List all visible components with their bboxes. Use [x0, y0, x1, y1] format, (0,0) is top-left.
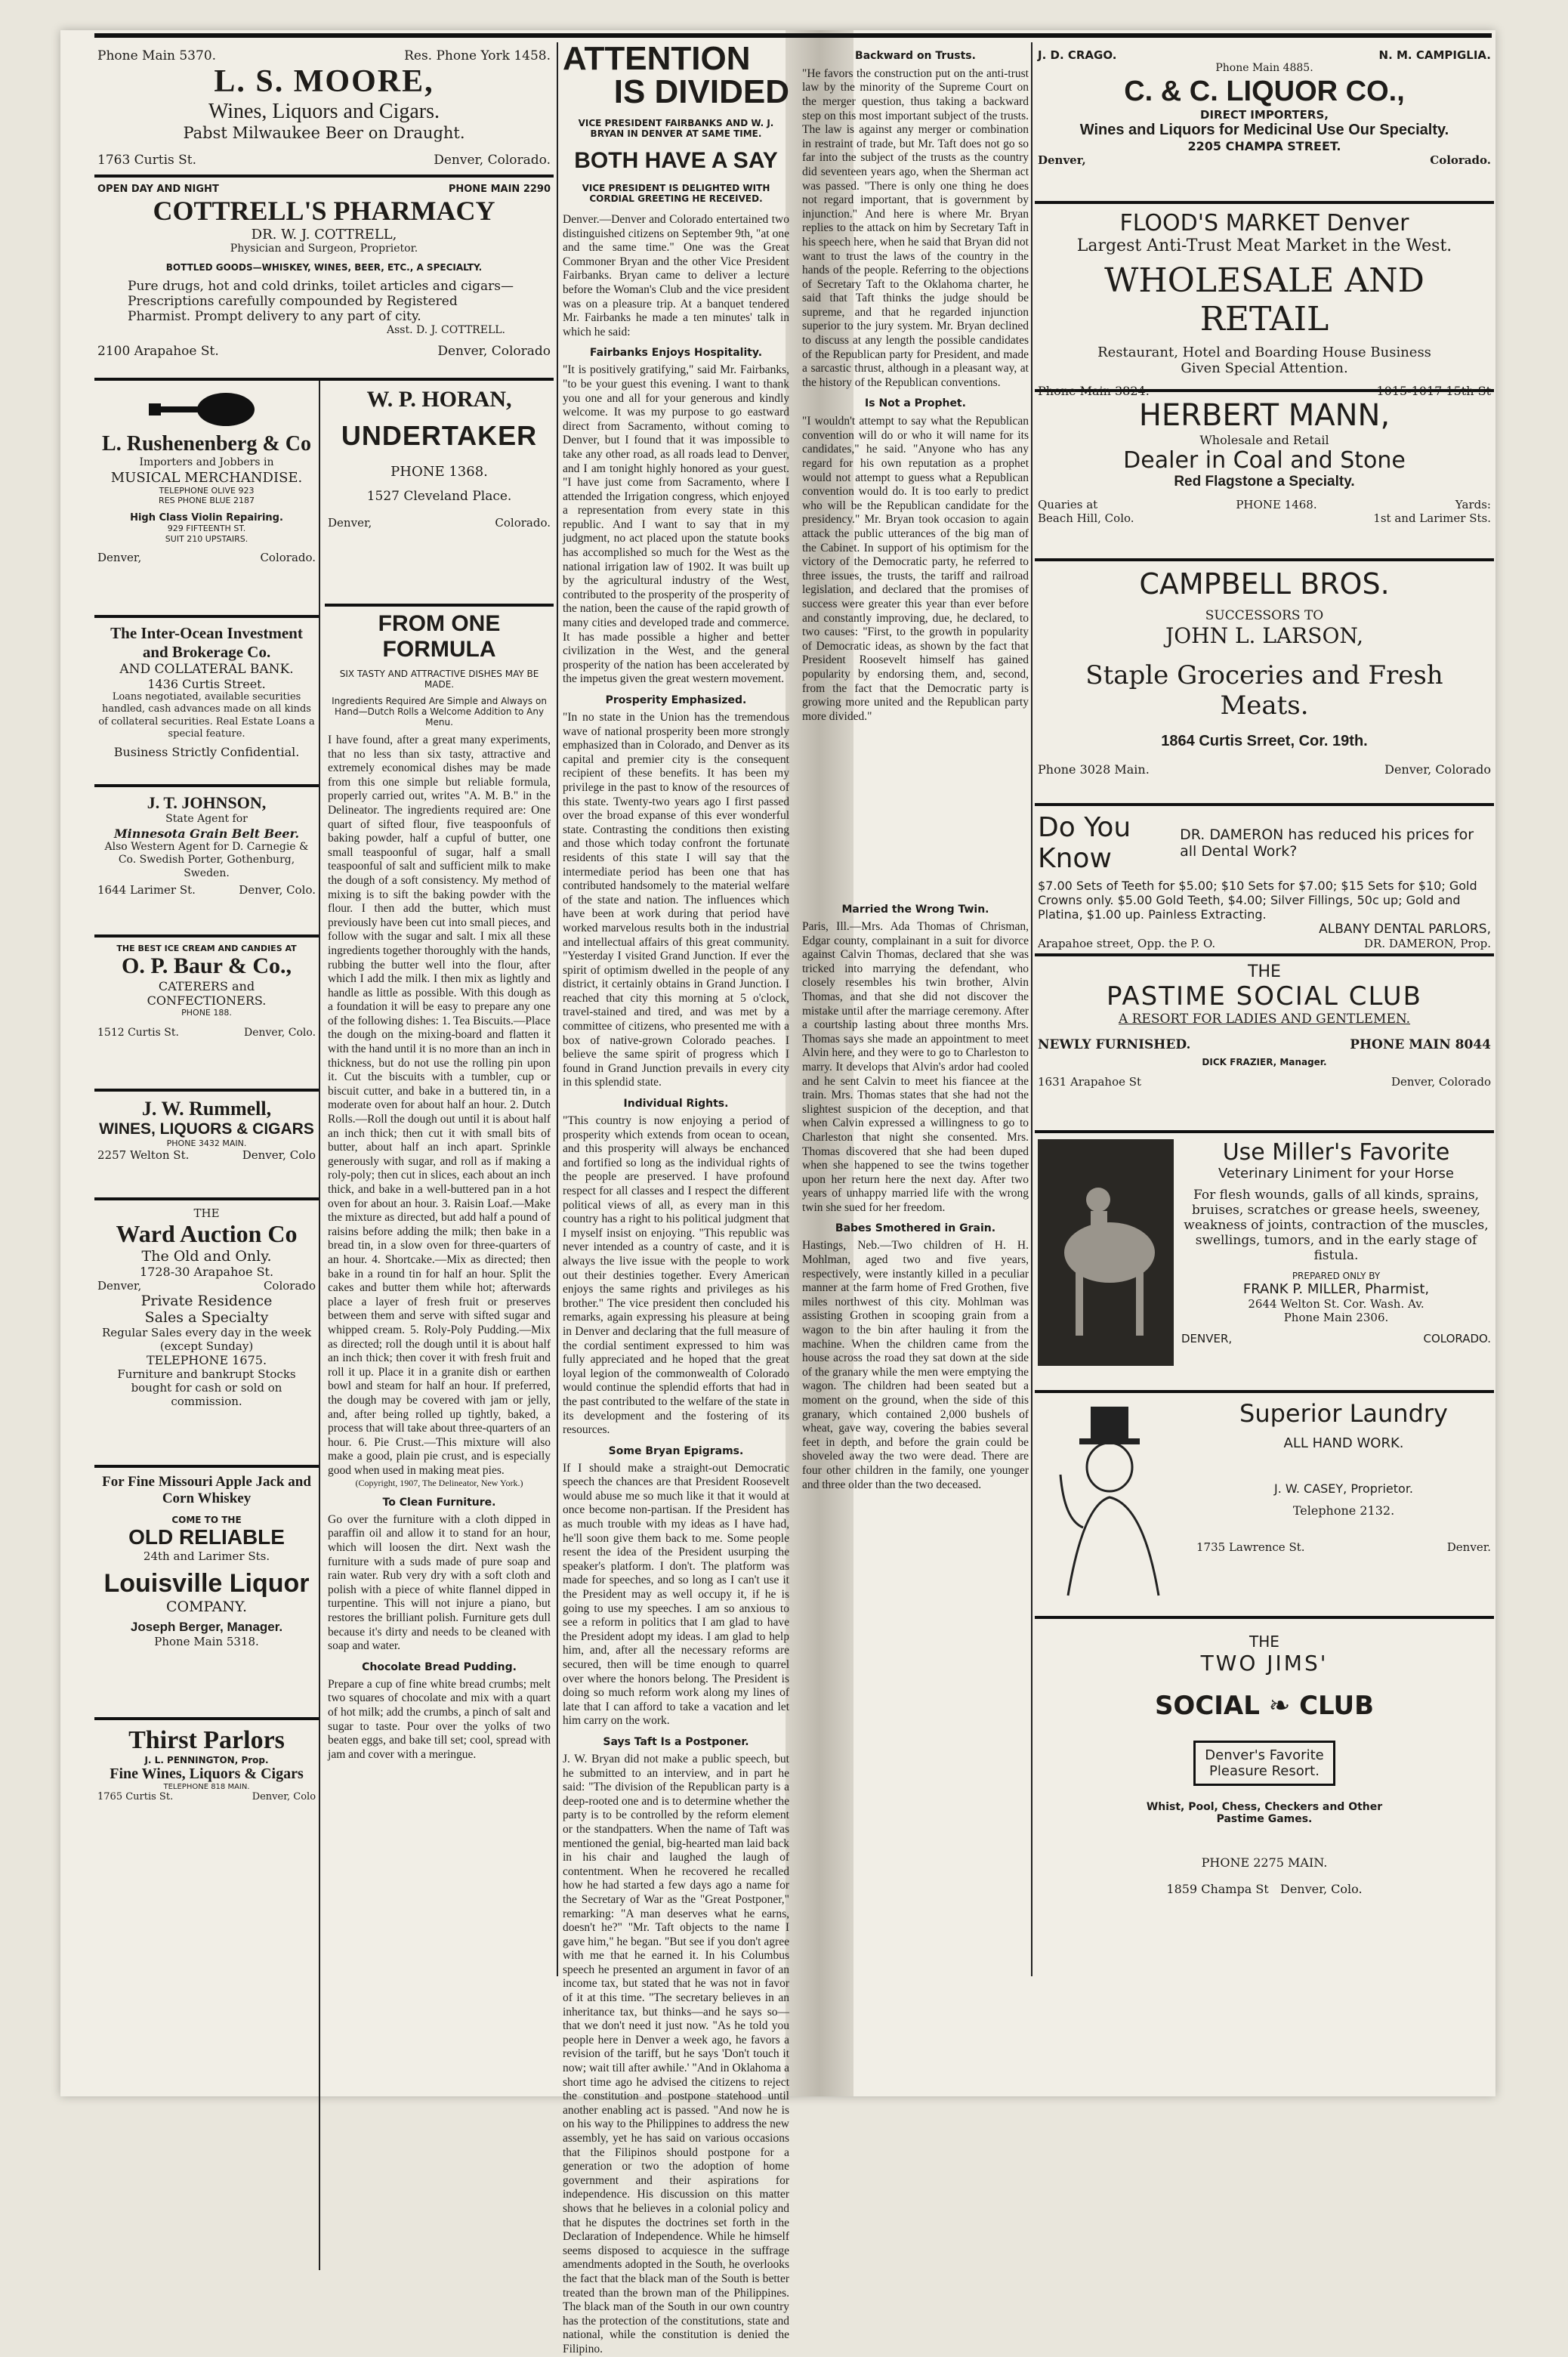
- horan-addr: 1527 Cleveland Place.: [366, 489, 512, 504]
- rushenenberg-addr2: SUIT 210 UPSTAIRS.: [165, 533, 248, 544]
- interocean-footer: Business Strictly Confidential.: [113, 745, 300, 759]
- jims-club: SOCIAL: [1154, 1691, 1260, 1721]
- miller-phone: Phone Main 2306.: [1283, 1311, 1389, 1324]
- miller-name: Use Miller's Favorite: [1222, 1139, 1450, 1166]
- baur-addr: 1512 Curtis St.: [97, 1027, 179, 1039]
- attention-body7: "He favors the construction put on the anti-trust law by the minority of the Supreme Court on the merger question, thus taking a backward step on this most important subject of the trusts. The law is against any merger or combination in restraint of trade, but Mr. Taft does not go so far into the subject of the trusts as the country did seventeen years ago, when the Sherman act was passed. "There is only one thing he does not regard important, that is government by injunction." And here is where Mr. Bryan replies to the attack on him by Secretary Taft in his speech here, when he said that Bryan did not want to trust the laws of the country in the hands of the people. Referring to the objections of Secretary Taft to the Oklahoma charter, he said that Taft thinks the judge should be supreme, and that he regarded injunction superior to the jury system. Mr. Bryan declined to discuss at any length the possible candidates of the Republican party for President, and made a sarcastic thrust, although in a pleasant way, at the history of the Republican conventions.: [802, 66, 1029, 389]
- horan-name: W. P. HORAN,: [366, 387, 512, 412]
- campbell-city: Denver, Colorado: [1384, 762, 1491, 777]
- moore-res-phone: Res. Phone York 1458.: [404, 48, 551, 63]
- pastime-furn: NEWLY FURNISHED.: [1038, 1037, 1191, 1052]
- johnson-line2: Minnesota Grain Belt Beer.: [113, 826, 300, 841]
- johnson-ad: [94, 787, 319, 938]
- attention-cont-block: [802, 50, 1029, 896]
- formula-deck1: SIX TASTY AND ATTRACTIVE DISHES MAY BE MADE.: [339, 669, 539, 690]
- campbell-succ: SUCCESSORS TO: [1205, 608, 1324, 623]
- louisville-come: COME TO THE: [171, 1515, 242, 1525]
- cottrell-name: COTTRELL'S PHARMACY: [153, 196, 495, 226]
- moore-line1: Wines, Liquors and Cigars.: [208, 100, 440, 123]
- horan-ad: [325, 381, 554, 607]
- louisville-old: OLD RELIABLE: [128, 1525, 285, 1549]
- attention-sub4: Some Bryan Epigrams.: [608, 1444, 744, 1457]
- jims-box1: Denver's Favorite: [1205, 1747, 1324, 1763]
- ward-the: THE: [193, 1206, 220, 1220]
- cottrell-body: Pure drugs, hot and cold drinks, toilet articles and cigars—Prescriptions carefully compounded by Registered Pharmist. Prompt delivery to any part of city.: [128, 278, 514, 324]
- baur-city: Denver, Colo.: [244, 1027, 316, 1039]
- attention-h3: BOTH HAVE A SAY: [574, 148, 778, 173]
- moore-line2: Pabst Milwaukee Beer on Draught.: [183, 124, 465, 142]
- jims-phone: PHONE 2275 MAIN.: [1201, 1855, 1328, 1870]
- moore-addr: 1763 Curtis St.: [97, 153, 197, 168]
- pastime-sub: A RESORT FOR LADIES AND GENTLEMEN.: [1118, 1012, 1411, 1027]
- rushenenberg-tel2: RES PHONE BLUE 2187: [159, 496, 255, 506]
- interocean-addr: 1436 Curtis Street.: [147, 677, 266, 691]
- moore-city: Denver, Colorado.: [434, 153, 551, 168]
- campbell-ad: [1035, 561, 1494, 806]
- rushenenberg-city: Denver,: [97, 550, 142, 564]
- cc-liquor-ad: [1035, 42, 1494, 204]
- rummell-name: J. W. Rummell,: [141, 1098, 272, 1120]
- cc-left: J. D. CRAGO.: [1038, 48, 1117, 62]
- rushenenberg-name: L. Rushenenberg & Co: [102, 432, 311, 456]
- attention-body10: Hastings, Neb.—Two children of H. H. Mohlman, aged two and five years, respectively, were instantly killed in a peculiar manner at the farm home of Fred Grothen, five miles northwest of this city. Mohlman was assisting Grothen in scooping grain from a wagon to the bin after hauling it from the machine. When the children came from the house across the road they sat down at the side of the granary while the men were emptying the wagon. The children had been seated but a moment on the ground, when the side of this granary, which contained 2,000 bushels of wheat, gave way, covering the babies several feet in depth, and before the grain could be shoveled away the two were dead. There are four other children in the family, one younger and three older than the two deceased.: [802, 1239, 1029, 1491]
- rummell-addr: 2257 Welton St.: [97, 1148, 190, 1162]
- horan-city: Denver,: [328, 516, 372, 530]
- jims-box2: Pleasure Resort.: [1209, 1763, 1320, 1779]
- cottrell-addr: 2100 Arapahoe St.: [97, 343, 219, 359]
- jims-club2: CLUB: [1299, 1691, 1375, 1721]
- campbell-addr: 1864 Curtis Srreet, Cor. 19th.: [1161, 733, 1368, 749]
- attention-h1: ATTENTION: [563, 40, 751, 77]
- thirst-ad: [94, 1720, 319, 1849]
- pastime-city: Denver, Colorado: [1391, 1075, 1491, 1089]
- rummell-phone: PHONE 3432 MAIN.: [166, 1138, 247, 1148]
- attention-body1: Denver.—Denver and Colorado entertained two distinguished citizens on September 9th, "at one and the same time." One was the Great Commoner Bryan and the other Vice President Fairbanks. Bryan came to deliver a lecture before the Woman's Club and the vice president was on a pleasure trip. At a banquet tendered Mr. Fairbanks he made a ten minutes' talk in which he said:: [563, 213, 789, 338]
- laundry-prop: J. W. CASEY, Proprietor.: [1273, 1481, 1414, 1496]
- cottrell-ad: [94, 178, 554, 381]
- thirst-tel: TELEPHONE 818 MAIN.: [163, 1783, 250, 1791]
- horan-phone: PHONE 1368.: [390, 464, 488, 480]
- baur-line1: CATERERS and: [158, 979, 255, 993]
- mann-yards: Yards:: [1455, 498, 1491, 511]
- rushenenberg-violin: High Class Violin Repairing.: [130, 512, 283, 524]
- cottrell-asst: Asst. D. J. COTTRELL.: [387, 323, 505, 336]
- miller-pharm: FRANK P. MILLER, Pharmist,: [1242, 1281, 1430, 1297]
- interocean-ad: [94, 618, 319, 787]
- horan-trade: UNDERTAKER: [341, 420, 538, 451]
- johnson-line3: Also Western Agent for D. Carnegie & Co. Swedish Porter, Gothenburg, Sweden.: [104, 840, 309, 879]
- formula-sub2: To Clean Furniture.: [382, 1496, 496, 1509]
- cc-right: N. M. CAMPIGLIA.: [1378, 48, 1491, 62]
- attention-body8: "I wouldn't attempt to say what the Republican convention will do or who it will name for its candidates," he said. "Anyone who has any regard for his own reputation as a prophet would not attempt to guess what a Republican convention would do. It is too early to predict who will be the Republican candidate for the presidency." Mr. Bryan took occasion to again attack the public utterances of the big man of the Cabinet. In support of his optimism for the victory of the Democratic party, he referred to three issues, the trusts, the tariff and railroad legislation, and declared that the promises of success were greater this year than ever before and constantly improving, due, he declared, to two causes: "First, to the growth in popularity of Democratic ideas, as shown by the fact that President Roosevelt himself has gained popularity by endorsing them, and, second, from the fact that the Democratic party is growing more united and the Republican party more divided.": [802, 415, 1029, 723]
- cottrell-open: OPEN DAY AND NIGHT: [97, 184, 219, 195]
- baur-line2: CONFECTIONERS.: [147, 993, 267, 1008]
- thirst-prop: J. L. PENNINGTON, Prop.: [144, 1755, 269, 1765]
- thirst-city: Denver, Colo: [252, 1791, 316, 1803]
- moore-name: L. S. MOORE,: [214, 64, 434, 99]
- miller-body: For flesh wounds, galls of all kinds, sprains, bruises, scratches or grease heels, sweeney, weakness of joints, contraction of the muscles, swellings, tumors, and in the early stage of fistula.: [1184, 1188, 1489, 1263]
- flood-line1: Largest Anti-Trust Meat Market in the West.: [1076, 236, 1452, 255]
- rushenenberg-addr1: 929 FIFTEENTH ST.: [167, 524, 246, 533]
- louisville-phone: Phone Main 5318.: [154, 1635, 259, 1648]
- pastime-ad: [1035, 956, 1494, 1133]
- interocean-bank: AND COLLATERAL BANK.: [119, 662, 294, 677]
- cc-sub: DIRECT IMPORTERS,: [1200, 107, 1329, 122]
- ward-tel: TELEPHONE 1675.: [146, 1353, 267, 1367]
- laundry-name: Superior Laundry: [1239, 1399, 1448, 1428]
- campbell-line: Staple Groceries and Fresh Meats.: [1085, 660, 1443, 721]
- dameron-right: DR. DAMERON has reduced his prices for all Dental Work?: [1180, 826, 1474, 860]
- laundry-tel: Telephone 2132.: [1292, 1503, 1395, 1518]
- ward-body: Furniture and bankrupt Stocks bought for cash or sold on commission.: [117, 1367, 296, 1408]
- rummell-ad: [94, 1092, 319, 1200]
- cc-phone: Phone Main 4885.: [1215, 62, 1313, 74]
- baur-phone: PHONE 188.: [181, 1008, 232, 1018]
- louisville-company: COMPANY.: [165, 1599, 248, 1615]
- attention-sub2: Prosperity Emphasized.: [605, 694, 747, 706]
- baur-top: THE BEST ICE CREAM AND CANDIES AT: [116, 944, 297, 953]
- johnson-addr: 1644 Larimer St.: [97, 883, 196, 897]
- formula-article: [325, 607, 554, 2270]
- attention-sub1: Fairbanks Enjoys Hospitality.: [589, 347, 763, 360]
- baur-ad: [94, 938, 319, 1092]
- johnson-line1: State Agent for: [165, 813, 248, 825]
- pastime-the: THE: [1248, 962, 1281, 981]
- attention-body2: "It is positively gratifying," said Mr. Fairbanks, "to be your guest this evening. I want to thank you one and all for your generous and kindly welcome. It was my purpose to go eastward direct from Sacramento, without coming to Denver, but I found that it was impossible to take any other road, as all roads lead to Denver, and I am tonight highly honored as your guest. "I have just come from Sacramento, where I attended the Irrigation congress, which enjoyed a representation from every state in this republic. And I want to say that in my judgment, no act placed upon the statute books has accomplished so much for the West as the national irrigation law of 1902. It was built up by the agricultural industry of the West, contributed to the prosperity of the prosperity of the nation, been the cause of the rapid growth of many cities and developed trade and commerce. It has made possible a higher and better civilization in the West, and the general prosperity of the nation has been accelerated by the impetus given the great western movement.: [563, 363, 789, 686]
- ward-addr: 1728-30 Arapahoe St.: [139, 1265, 274, 1279]
- interocean-body: Loans negotiated, available securities handled, cash advances made on all kinds of collateral securities. Real Estate Loans a special feature.: [98, 691, 315, 740]
- jims-games: Whist, Pool, Chess, Checkers and Other Pastime Games.: [1146, 1801, 1383, 1825]
- ward-city: Denver,: [97, 1279, 142, 1293]
- top-rule: [94, 33, 1492, 38]
- mann-beach: Beach Hill, Colo.: [1038, 511, 1134, 525]
- miller-prep: PREPARED ONLY BY: [1292, 1271, 1381, 1281]
- interocean-name: The Inter-Ocean Investment and Brokerage Co.: [110, 624, 303, 661]
- attention-body3: "In no state in the Union has the tremendous wave of national prosperity been more strongly emphasized than in Colorado, and Denver as its capital and premier city is the consequent recipient of these benefits. It has been my privilege in the past to know of the resources of this state. Twenty-two years ago I first passed over the broad expanse of this ever wonderful state. Contrasting the conditions then existing and those which today confront the fortunate residents of this state I will say that the intermediate period has been one that has contributed handsomely to the material welfare of the state and nation. The influences which have been at work during that period have worked marvelous results both in the industrial and intellectual affairs of this great community. "Yesterday I visited Grand Junction. If ever the spirit of optimism dwelled in the people of any district, it certainly obtains in Grand Junction. I reached that city this morning at 5 o'clock, travel-stained and tired, and was met by a committee of citizens, who presented me with a box of native-grown Colorado peaches. I believe the same spirit of progress which I found in Grand Junction prevails in every city in this splendid state.: [563, 711, 789, 1089]
- cc-name: C. & C. LIQUOR CO.,: [1124, 75, 1405, 107]
- column-rule: [557, 42, 558, 1976]
- jims-city: Denver, Colo.: [1279, 1882, 1363, 1896]
- attention-sub6: Backward on Trusts.: [855, 50, 976, 62]
- rushenenberg-line: MUSICAL MERCHANDISE.: [110, 469, 303, 486]
- rushenenberg-state: Colorado.: [260, 550, 316, 564]
- moore-phone: Phone Main 5370.: [97, 48, 217, 63]
- attention-body6-start: [563, 1752, 789, 2355]
- pastime-phone: PHONE MAIN 8044: [1350, 1037, 1491, 1052]
- cc-state: Colorado.: [1430, 153, 1491, 167]
- pastime-name: PASTIME SOCIAL CLUB: [1107, 981, 1422, 1012]
- mann-quaries: Quaries at: [1038, 498, 1098, 511]
- cottrell-dr: DR. W. J. COTTRELL,: [251, 227, 397, 242]
- rummell-city: Denver, Colo: [242, 1148, 316, 1162]
- cottrell-city: Denver, Colorado: [437, 343, 551, 359]
- flood-line2: WHOLESALE AND RETAIL: [1104, 261, 1424, 338]
- pastime-addr: 1631 Arapahoe St: [1038, 1075, 1142, 1089]
- mann-name: HERBERT MANN,: [1138, 398, 1391, 433]
- campbell-name: CAMPBELL BROS.: [1139, 567, 1390, 601]
- cc-line: Wines and Liquors for Medicinal Use Our Specialty.: [1079, 121, 1449, 138]
- flood-ad: [1035, 204, 1494, 398]
- leaf-icon: ❧: [1268, 1691, 1291, 1721]
- laundry-city: Denver.: [1446, 1540, 1491, 1554]
- formula-credit: (Copyright, 1907, The Delineator, New York.): [355, 1478, 523, 1489]
- moore-ad: [94, 42, 554, 178]
- pastime-mgr: DICK FRAZIER, Manager.: [1202, 1057, 1327, 1067]
- column-rule: [1031, 42, 1032, 1976]
- thirst-addr: 1765 Curtis St.: [97, 1791, 174, 1803]
- louisville-line1: For Fine Missouri Apple Jack and Corn Whiskey: [102, 1474, 311, 1506]
- horan-state: Colorado.: [495, 516, 551, 530]
- attention-body9: Paris, Ill.—Mrs. Ada Thomas of Chrisman, Edgar county, complainant in a suit for divorce against Calvin Thomas, declared that she was tricked into marrying the defendant, who closely resembles his twin brother, Alvin Thomas, and that she did not discover the mistake until after the marriage ceremony. After a courtship lasting about three months Mrs. Thomas says she made an appointment to meet Alvin here, and they were to go to Charleston to marry. It develops that Alvin's ardor had cooled and he sent Calvin to meet his fiancee at the train. Mrs. Thomas states that she had not the slightest suspicion of the deception, and that when Calvin expressed a willingness to go to Charleston that night she consented. Mrs. Thomas discovered that she had been duped when she happened to see the twins together upon her return here the next day. After two years of unhappy married life with the wrong twin she sued for her freedom.: [802, 920, 1029, 1214]
- horse-rider-illustration: [1038, 1139, 1174, 1366]
- laundry-sub: ALL HAND WORK.: [1283, 1435, 1404, 1451]
- formula-body: I have found, after a great many experiments, that no less than six tasty, attractive and extremely economical dishes may be made from this one simple but reliable formula, properly carried out, writes "A. M. B." in the Delineator. The ingredients required are: One quart of sifted flour, five teaspoonfuls of baking powder, half a cupful of butter, one small teaspoonful of sugar, half a small teaspoonful of salt and sufficient milk to make the dough of a soft consistency. My method of mixing is to sift the baking powder with the flour. I then add the butter, which must previously have been cut into small pieces, and follow with the sugar and salt. I mix all these ingredients together thoroughly with the hands, rubbing the butter well into the flour, after which I add the milk. I then mix as lightly and handle as little as possible. With this dough as a foundation it will be easy to prepare any one of the following dishes: 1. Tea Biscuits.—Place the dough on the mixing-board and flatten it with the hand until it is no more than an inch in thickness, but do not use the rolling pin upon it. Cut the biscuits with a tumbler, cup or biscuit cutter, and bake in a buttered tin, in a moderate oven for about half an hour. 2. Dutch Rolls.—Roll the dough out until it is about half an inch thick; then cut it with small bits of butter, about half an inch apart. Sprinkle generously with sugar, and roll as if making a roly-poly; then cut in slices, each about an inch thick, and bake in a well-buttered pan in a hot oven for about an hour. 3. Raisin Loaf.—Make the mixture as directed, but add half a pound of raisins before adding the milk; then bake in a bread tin, in a slow oven for three-quarters of an hour. 4. Shortcake.—Mix as directed; then bake in a round tin for half an hour. Split the cakes and butter them while hot; afterwards place a layer of fresh fruit or preserves between them and serve with sifted sugar and whipped cream. 5. Roly-Poly Pudding.—Mix as directed; roll the dough until it is about half an inch thick; then cover it with fresh fruit and roll it up. Place it in a granite dish or earthen bowl and steam for half an hour. If preferred, the dough may be covered with jam or jelly, and, after being rolled up tightly, baked, a process that will take about three-quarters of an hour. 6. Pie Crust.—This mixture will also make a good, plain pie crust, and is especially good when used in making meat pies.: [328, 734, 551, 1477]
- flood-name: FLOOD'S MARKET Denver: [1119, 210, 1409, 236]
- dameron-ad: [1035, 806, 1494, 956]
- two-jims-ad: [1035, 1619, 1494, 1951]
- gentleman-illustration: [1038, 1399, 1189, 1596]
- attention-deck2: VICE PRESIDENT IS DELIGHTED WITH CORDIAL GREETING HE RECEIVED.: [582, 183, 770, 204]
- cottrell-phone: PHONE MAIN 2290: [448, 184, 551, 195]
- mann-ad: [1035, 392, 1494, 561]
- thirst-line: Fine Wines, Liquors & Cigars: [110, 1765, 304, 1782]
- mann-line2: Red Flagstone a Specialty.: [1174, 474, 1355, 490]
- attention-sub8: Married the Wrong Twin.: [841, 904, 989, 916]
- jims-the: THE: [1249, 1633, 1279, 1651]
- formula-sub3: Chocolate Bread Pudding.: [362, 1660, 517, 1673]
- miller-sub: Veterinary Liniment for your Horse: [1218, 1166, 1455, 1182]
- mann-yards2: 1st and Larimer Sts.: [1373, 511, 1491, 525]
- louisville-corner: 24th and Larimer Sts.: [143, 1549, 270, 1563]
- formula-body2: Go over the furniture with a cloth dipped in paraffin oil and allow it to stand for an hour, which will loosen the dirt. Next wash the furniture with a suds made of pure soap and rain water. Rub very dry with a soft cloth and polish with a piece of white flannel dipped in turpentine. This will not injure a piano, but restores the brilliant polish. Furniture gets dull because it's dirty and needs to be cleaned with soap and water.: [328, 1512, 551, 1653]
- cc-city: Denver,: [1038, 153, 1086, 167]
- ward-state: Colorado: [263, 1279, 316, 1293]
- thirst-name: Thirst Parlors: [128, 1726, 285, 1754]
- dameron-q: Do You Know: [1038, 812, 1131, 874]
- rushenenberg-tel1: TELEPHONE OLIVE 923: [159, 485, 255, 496]
- attention-body4: "This country is now enjoying a period of prosperity which extends from ocean to ocean, and this prosperity will always be enchanced and fortified so long as the individual rights of the people are preserved. I have profound respect for all classes and I respect the different political views of all, as every man in this country has a right to his political judgment that I myself insist on enjoying. "This republic was never intended as a country of caste, and it is always the live issue with the people to work out their destinies together. Every American enjoys the same rights and privileges as his brother." The vice president then concluded his remarks, again expressing his pleasure at being in Denver and declaring that the full measure of the cordial sentiment expressed to him was fully appreciated and he hoped that the great loyal legion of the commonwealth of Colorado would continue the splendid efforts that had in the past contributed to the welfare of the state in its development and the fostering of its resources.: [563, 1114, 789, 1437]
- louisville-manager: Joseph Berger, Manager.: [130, 1620, 283, 1634]
- mann-sub: Wholesale and Retail: [1199, 433, 1329, 447]
- miller-city: DENVER,: [1181, 1332, 1233, 1345]
- attention-sub7: Is Not a Prophet.: [865, 397, 966, 410]
- attention-body6: J. W. Bryan did not make a public speech, but he submitted to an interview, and in part he said: "The division of the Republican party is a deep-rooted one and is to determine whether the party is to be controlled by the reform element or the standpatters. When the name of Taft was mentioned the genial, big-hearted man laid back in his chair and laughed the laugh of contentment. When he recovered he recalled how he had started a few days ago a name for the Secretary of War as the "Great Postponer," remarking: "A man deserves what he earns, doesn't he?" "Mr. Taft objects to the name I gave him," he began. "But see if you don't agree with me that he earned it. In his Columbus speech he presented an argument in favor of an income tax, but stated that he was not in favor of it at this time. "The secretary believes in an inheritance tax, but thinks—and he says so—that we don't need it just now. "As he told you people here in Denver a week ago, he favors a revision of the tariff, but he says 'Don't touch it now; wait till after awhile.' "And in Oklahoma a short time ago he advised the citizens to reject the constitution and postpone statehood until another enabling act is passed. "And now he is on his way to the Philippines to address the new assembly, yet he has said on various occasions that the Filipinos should postpone for a generation or two the adoption of home government and their aspirations for independence. His discussion on this matter shows that he believes in a colonial policy and that he disputes the doctrines set forth in the Declaration of Independence. While he himself seems disposed to acquiesce in the suffrage amendments adopted in the South, he overlooks the fact that the black man of the South is better treated than the brown man of the Philippines. The black man of the South in our own country has the protection of the constitutions, state and national, while the constitution is denied the Filipino.: [563, 1752, 789, 2355]
- mann-phone: PHONE 1468.: [1236, 498, 1317, 511]
- ward-sales: Sales a Specialty: [144, 1309, 269, 1326]
- ward-line1: The Old and Only.: [141, 1248, 272, 1265]
- jims-box: [1193, 1741, 1335, 1786]
- ward-res: Private Residence: [140, 1293, 273, 1309]
- campbell-larson: JOHN L. LARSON,: [1165, 623, 1364, 648]
- campbell-phone: Phone 3028 Main.: [1038, 762, 1150, 777]
- laundry-addr: 1735 Lawrence St.: [1196, 1540, 1305, 1554]
- dameron-addr: Arapahoe street, Opp. the P. O.: [1038, 937, 1216, 950]
- dameron-body: $7.00 Sets of Teeth for $5.00; $10 Sets for $7.00; $15 Sets for $10; Gold Crowns only. $5.00 Gold Teeth, $4.00; Silver Fillings, 50c up; Gold and Platina, $1.00 up. Painless Extracting.: [1038, 879, 1477, 922]
- cottrell-bottled: BOTTLED GOODS—WHISKEY, WINES, BEER, ETC., A SPECIALTY.: [165, 261, 483, 273]
- ward-ad: [94, 1200, 319, 1468]
- rushenenberg-ad: [94, 381, 319, 618]
- rushenenberg-sub: Importers and Jobbers in: [139, 456, 274, 468]
- mann-line: Dealer in Coal and Stone: [1123, 447, 1406, 474]
- louisville-name: Louisville Liquor: [103, 1569, 310, 1598]
- attention-sub3: Individual Rights.: [623, 1098, 729, 1111]
- flood-phone: Phone Main 3824.: [1038, 384, 1150, 398]
- miller-addr: 2644 Welton St. Cor. Wash. Av.: [1248, 1297, 1424, 1311]
- attention-sub5: Says Taft Is a Postponer.: [603, 1735, 749, 1748]
- johnson-name: J. T. JOHNSON,: [147, 793, 267, 812]
- formula-body3: Prepare a cup of fine white bread crumbs; melt two squares of chocolate and mix with a quart of hot milk; add the crumbs, a pinch of salt and sugar to taste. Pour over the yolks of two beaten eggs, and bake till set; cool, spread with jam and cover with a meringue.: [328, 1677, 551, 1761]
- jims-name: TWO JIMS': [1200, 1651, 1329, 1676]
- formula-deck2: Ingredients Required Are Simple and Always on Hand—Dutch Rolls a Welcome Addition to Any Menu.: [332, 696, 547, 727]
- attention-h2: IS DIVIDED: [613, 73, 789, 110]
- louisville-ad: [94, 1468, 319, 1720]
- miller-state: COLORADO.: [1423, 1332, 1491, 1345]
- attention-continued: [802, 42, 1029, 2082]
- laundry-ad: [1035, 1393, 1494, 1619]
- violin-icon: [143, 387, 271, 432]
- johnson-city: Denver, Colo.: [239, 883, 316, 897]
- formula-headline: FROM ONE FORMULA: [378, 611, 501, 662]
- cc-addr: 2205 CHAMPA STREET.: [1187, 138, 1341, 153]
- attention-sub9: Babes Smothered in Grain.: [835, 1222, 996, 1235]
- baur-name: O. P. Baur & Co.,: [122, 953, 292, 978]
- flood-line3: Restaurant, Hotel and Boarding House Business Given Special Attention.: [1097, 344, 1431, 376]
- dameron-name: ALBANY DENTAL PARLORS,: [1319, 922, 1491, 937]
- jims-addr: 1859 Champa St: [1166, 1882, 1269, 1896]
- attention-deck1: VICE PRESIDENT FAIRBANKS AND W. J. BRYAN IN DENVER AT SAME TIME.: [578, 118, 774, 139]
- flood-addr: 1015-1017 15th St: [1376, 384, 1491, 398]
- ward-regular: Regular Sales every day in the week (except Sunday): [101, 1326, 312, 1353]
- miller-ad: [1035, 1133, 1494, 1393]
- attention-body5: If I should make a straight-out Democratic speech the chances are that President Roosevelt would abuse me so much like it that it would at once become non-partisan. If the President has as much trouble with my ideas as I have had, he'll soon give them back to me. Some people resent the idea of the President usurping the speaker's platform. I don't. The platform was made for speeches, and so long as I can't use it the President may as well occupy it, if he is going to use my speeches. I am so anxious to see a reform in politics that I am glad to have the President adopt my ideas. I am glad to help him, and, after all the necessary reforms are secured, then will be time enough to quarrel over where the honors belong. The President is doing so much reform work along my lines of late that I can afford to take a vacation and let him carry on the work.: [563, 1461, 789, 1728]
- cottrell-title: Physician and Surgeon, Proprietor.: [230, 242, 418, 255]
- attention-article: [563, 40, 789, 2355]
- ward-name: Ward Auction Co: [116, 1220, 298, 1247]
- dameron-prop: DR. DAMERON, Prop.: [1364, 937, 1491, 950]
- rummell-line: WINES, LIQUORS & CIGARS: [99, 1120, 314, 1138]
